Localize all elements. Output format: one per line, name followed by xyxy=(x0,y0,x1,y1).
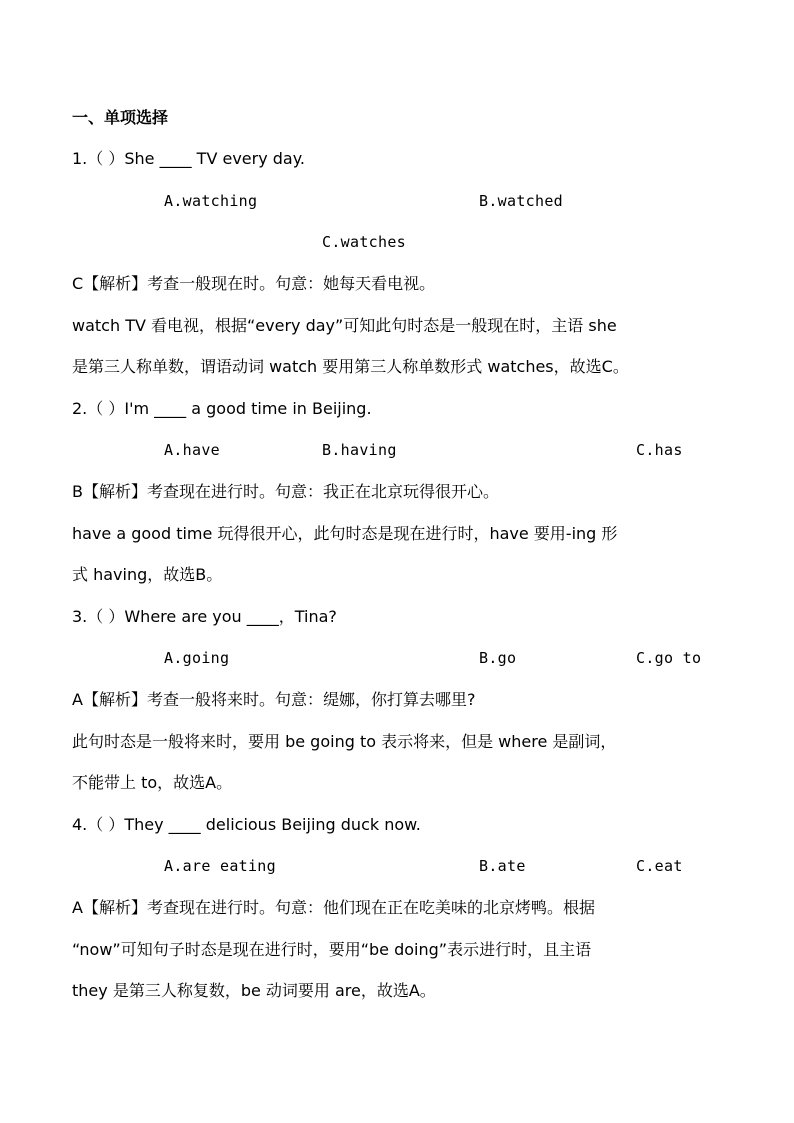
question-3-analysis-line-2: 此句时态是一般将来时，要用 be going to 表示将来，但是 where 是副词， xyxy=(72,732,617,751)
question-4-option-a: A.are eating xyxy=(164,857,276,875)
question-2-analysis-line-2: have a good time 玩得很开心，此句时态是现在进行时，have 要用-ing 形 xyxy=(72,524,618,543)
question-1-option-c: C.watches xyxy=(322,233,406,251)
question-1-analysis-line-2: watch TV 看电视，根据“every day”可知此句时态是一般现在时，主语 she xyxy=(72,316,617,335)
question-2-analysis-line-1: B【解析】考查现在进行时。句意：我正在北京玩得很开心。 xyxy=(72,482,499,501)
question-2-option-b: B.having xyxy=(322,441,397,459)
question-3-option-b: B.go xyxy=(479,649,517,667)
question-4-analysis-line-3: they 是第三人称复数，be 动词要用 are，故选A。 xyxy=(72,981,436,1000)
question-3-option-c: C.go to xyxy=(636,649,702,667)
question-3-analysis-line-1: A【解析】考查一般将来时。句意：缇娜，你打算去哪里? xyxy=(72,690,476,709)
question-4-option-c: C.eat xyxy=(636,857,683,875)
question-3-option-a: A.going xyxy=(164,649,230,667)
question-4-analysis-line-2: “now”可知句子时态是现在进行时，要用“be doing”表示进行时，且主语 xyxy=(72,940,592,959)
question-1-option-b: B.watched xyxy=(479,192,563,210)
question-2-stem: 2.（ ）I'm ____ a good time in Beijing. xyxy=(72,399,372,418)
question-1-analysis-line-1: C【解析】考查一般现在时。句意：她每天看电视。 xyxy=(72,274,436,293)
question-1-analysis-line-3: 是第三人称单数，谓语动词 watch 要用第三人称单数形式 watches，故选C。 xyxy=(72,357,629,376)
question-3-analysis-line-3: 不能带上 to，故选A。 xyxy=(72,773,233,792)
question-2-option-c: C.has xyxy=(636,441,683,459)
question-4-analysis-line-1: A【解析】考查现在进行时。句意：他们现在正在吃美味的北京烤鸭。根据 xyxy=(72,898,595,917)
section-title: 一、单项选择 xyxy=(72,108,169,127)
question-4-stem: 4.（ ）They ____ delicious Beijing duck now. xyxy=(72,815,421,834)
question-2-option-a: A.have xyxy=(164,441,220,459)
question-1-option-a: A.watching xyxy=(164,192,258,210)
question-1-stem: 1.（ ）She ____ TV every day. xyxy=(72,149,305,168)
question-4-option-b: B.ate xyxy=(479,857,526,875)
question-3-stem: 3.（ ）Where are you ____，Tina? xyxy=(72,607,337,626)
question-2-analysis-line-3: 式 having，故选B。 xyxy=(72,565,223,584)
